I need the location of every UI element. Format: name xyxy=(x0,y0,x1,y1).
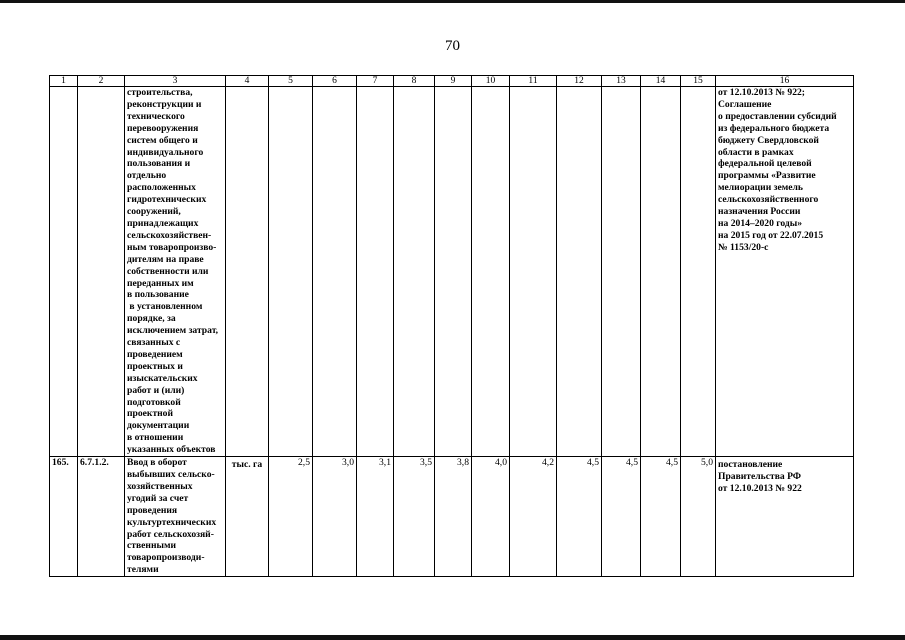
text-line: порядке, за xyxy=(127,313,176,325)
text-line: ственными xyxy=(127,540,177,552)
cell-empty xyxy=(602,87,641,457)
cell-value-2015: 3,0 xyxy=(313,457,357,577)
cell-description-continued xyxy=(125,87,226,457)
text-line: назначения России xyxy=(718,206,801,218)
cell-empty xyxy=(394,87,435,457)
text-line: сельскохозяйствен- xyxy=(127,229,212,241)
cell-empty xyxy=(226,87,269,457)
text-line: федеральной целевой xyxy=(718,158,812,170)
program-table xyxy=(49,75,854,577)
text-line: на 2015 год от 22.07.2015 xyxy=(718,229,824,241)
cell-empty xyxy=(269,87,313,457)
column-header-4: 4 xyxy=(226,76,269,87)
cell-description xyxy=(125,457,226,577)
text-line: о предоставлении субсидий xyxy=(718,110,837,122)
text-line: в отношении xyxy=(127,432,184,444)
cell-value-2022: 4,5 xyxy=(602,457,641,577)
text-line: в пользование xyxy=(127,289,189,301)
text-line: сооружений, xyxy=(127,206,181,218)
cell-value-2017: 3,5 xyxy=(394,457,435,577)
page-number: 70 xyxy=(445,38,460,54)
text-line: от 12.10.2013 № 922 xyxy=(718,482,802,494)
column-header-10: 10 xyxy=(472,76,510,87)
text-line: отдельно xyxy=(127,170,167,182)
text-line: от 12.10.2013 № 922; xyxy=(718,87,805,98)
text-line: изыскательских xyxy=(127,372,198,384)
column-header-5: 5 xyxy=(269,76,313,87)
cell-empty xyxy=(557,87,602,457)
table-row-165 xyxy=(50,457,854,577)
cell-value-2020: 4,2 xyxy=(510,457,557,577)
text-line: подготовкой xyxy=(127,396,181,408)
text-line: постановление xyxy=(718,459,783,471)
text-line: гидротехнических xyxy=(127,194,207,206)
text-line: исключением затрат, xyxy=(127,325,219,337)
text-line: Правительства РФ xyxy=(718,471,802,482)
cell-empty xyxy=(50,87,78,457)
cell-value-2016: 3,1 xyxy=(357,457,394,577)
cell-empty xyxy=(472,87,510,457)
header-row xyxy=(50,76,854,87)
top-frame-line xyxy=(0,0,905,3)
cell-legal-basis-continued xyxy=(716,87,854,457)
cell-empty xyxy=(78,87,125,457)
text-line: работ сельскохозяй- xyxy=(127,528,214,540)
text-line: строительства, xyxy=(127,87,193,98)
cell-value-2018: 3,8 xyxy=(435,457,472,577)
text-line: связанных с xyxy=(127,337,181,349)
text-line: расположенных xyxy=(127,182,196,194)
text-line: из федерального бюджета xyxy=(718,122,830,134)
text-line: собственности или xyxy=(127,265,209,277)
column-header-2: 2 xyxy=(78,76,125,87)
text-line: товаропроизводи- xyxy=(127,552,205,564)
column-header-3: 3 xyxy=(125,76,226,87)
column-header-9: 9 xyxy=(435,76,472,87)
text-line: телями xyxy=(127,564,159,576)
text-line: программы «Развитие xyxy=(718,170,816,182)
cell-row-number: 165. xyxy=(50,457,78,577)
cell-empty xyxy=(313,87,357,457)
column-header-13: 13 xyxy=(602,76,641,87)
text-line: культуртехнических xyxy=(127,516,217,528)
text-line: на 2014–2020 годы» xyxy=(718,217,803,229)
table-row-continued xyxy=(50,87,854,457)
text-line: перевооружения xyxy=(127,122,199,134)
column-header-6: 6 xyxy=(313,76,357,87)
text-line: в установленном xyxy=(127,301,203,313)
text-line: Ввод в оборот xyxy=(127,457,187,469)
cell-empty xyxy=(357,87,394,457)
text-line: технического xyxy=(127,110,185,122)
text-line: переданных им xyxy=(127,277,194,289)
text-line: принадлежащих xyxy=(127,217,199,229)
text-line: мелиорации земель xyxy=(718,182,803,194)
cell-value-2023: 4,5 xyxy=(641,457,681,577)
text-line: проведением xyxy=(127,348,183,360)
text-line: индивидуального xyxy=(127,146,204,158)
cell-value-2019: 4,0 xyxy=(472,457,510,577)
text-line: области в рамках xyxy=(718,146,794,158)
text-line: проведения xyxy=(127,504,178,516)
bottom-frame-line xyxy=(0,635,905,640)
text-line: указанных объектов xyxy=(127,444,216,456)
cell-empty xyxy=(510,87,557,457)
text-line: проектных и xyxy=(127,360,183,372)
column-header-8: 8 xyxy=(394,76,435,87)
text-line: сельскохозяйственного xyxy=(718,194,819,206)
text-line: № 1153/20-с xyxy=(718,241,769,253)
column-header-11: 11 xyxy=(510,76,557,87)
text-line: систем общего и xyxy=(127,134,198,146)
column-header-14: 14 xyxy=(641,76,681,87)
cell-value-2021: 4,5 xyxy=(557,457,602,577)
cell-empty xyxy=(435,87,472,457)
text-line: Соглашение xyxy=(718,98,772,110)
text-line: документации xyxy=(127,420,190,432)
cell-item-code: 6.7.1.2. xyxy=(78,457,125,577)
text-line: выбывших сельско- xyxy=(127,469,215,480)
cell-unit: тыс. га xyxy=(226,457,269,577)
text-line: реконструкции и xyxy=(127,98,202,110)
column-header-7: 7 xyxy=(357,76,394,87)
text-line: дителям на праве xyxy=(127,253,204,265)
cell-empty xyxy=(681,87,716,457)
column-header-15: 15 xyxy=(681,76,716,87)
text-line: хозяйственных xyxy=(127,480,193,492)
text-line: работ и (или) xyxy=(127,384,185,396)
text-line: проектной xyxy=(127,408,174,420)
text-line: угодий за счет xyxy=(127,492,189,504)
cell-empty xyxy=(641,87,681,457)
column-header-12: 12 xyxy=(557,76,602,87)
text-line: ным товаропроизво- xyxy=(127,241,217,253)
column-header-16: 16 xyxy=(716,76,854,87)
column-header-1: 1 xyxy=(50,76,78,87)
text-line: бюджету Свердловской xyxy=(718,134,819,146)
cell-legal-basis xyxy=(716,457,854,577)
cell-value-2024: 5,0 xyxy=(681,457,716,577)
cell-value-2014: 2,5 xyxy=(269,457,313,577)
text-line: пользования и xyxy=(127,158,191,170)
